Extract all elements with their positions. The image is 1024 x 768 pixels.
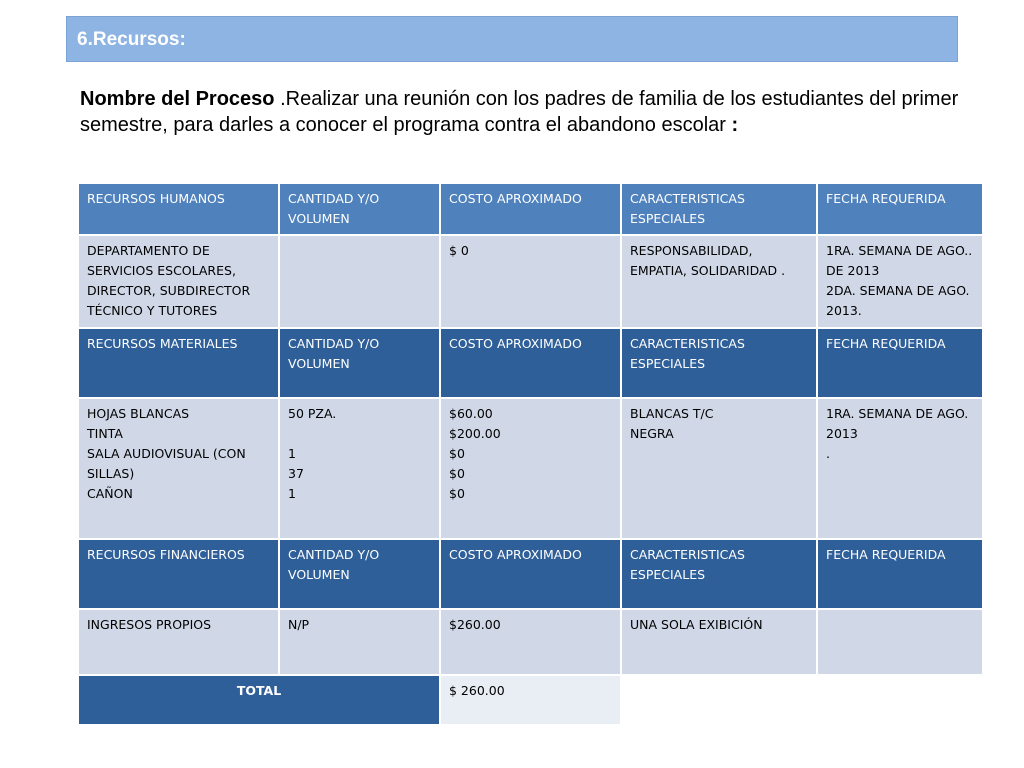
table-cell: $260.00 [440, 609, 621, 675]
total-row [78, 675, 983, 725]
table-header-cell: CANTIDAD Y/O VOLUMEN [279, 183, 440, 235]
table-cell: RESPONSABILIDAD, EMPATIA, SOLIDARIDAD . [621, 235, 817, 328]
table-header-cell: CANTIDAD Y/O VOLUMEN [279, 328, 440, 398]
table-header-cell: COSTO APROXIMADO [440, 183, 621, 235]
table-cell: 50 PZA. 1 37 1 [279, 398, 440, 539]
process-description [80, 86, 980, 138]
section-title: 6.Recursos: [77, 29, 186, 50]
table-header-cell: CARACTERISTICAS ESPECIALES [621, 183, 817, 235]
table-header-cell: CARACTERISTICAS ESPECIALES [621, 328, 817, 398]
section-title-bar [66, 16, 958, 62]
process-label: Nombre del Proceso [80, 88, 275, 110]
table-header-cell: CANTIDAD Y/O VOLUMEN [279, 539, 440, 609]
table-cell: DEPARTAMENTO DE SERVICIOS ESCOLARES, DIRECTOR, SUBDIRECTOR TÉCNICO Y TUTORES [78, 235, 279, 328]
table-header-cell: RECURSOS HUMANOS [78, 183, 279, 235]
table-header-cell: FECHA REQUERIDA [817, 539, 983, 609]
human-resources-row [78, 235, 983, 328]
total-value: $ 260.00 [440, 675, 621, 725]
process-colon: : [731, 114, 739, 136]
table-header-cell: CARACTERISTICAS ESPECIALES [621, 539, 817, 609]
material-resources-header-row [78, 328, 983, 398]
table-cell: $ 0 [440, 235, 621, 328]
resources-table [77, 182, 984, 726]
table-cell: $60.00 $200.00 $0 $0 $0 [440, 398, 621, 539]
table-header-cell: FECHA REQUERIDA [817, 328, 983, 398]
material-resources-row [78, 398, 983, 539]
table-cell: N/P [279, 609, 440, 675]
table-cell: BLANCAS T/C NEGRA [621, 398, 817, 539]
table-header-cell: RECURSOS FINANCIEROS [78, 539, 279, 609]
table-cell: UNA SOLA EXIBICIÓN [621, 609, 817, 675]
table-cell: 1RA. SEMANA DE AGO.. DE 2013 2DA. SEMANA DE AGO. 2013. [817, 235, 983, 328]
table-cell: 1RA. SEMANA DE AGO. 2013 . [817, 398, 983, 539]
table-cell [817, 609, 983, 675]
table-header-cell: FECHA REQUERIDA [817, 183, 983, 235]
table-cell: HOJAS BLANCAS TINTA SALA AUDIOVISUAL (CON SILLAS) CAÑON [78, 398, 279, 539]
empty-cell [817, 675, 983, 725]
process-text: .Realizar una reunión con los padres de familia de los estudiantes del primer semestre, para darles a conocer el programa contra el abandono escolar [80, 88, 959, 136]
table-cell [279, 235, 440, 328]
human-resources-header-row [78, 183, 983, 235]
table-header-cell: COSTO APROXIMADO [440, 539, 621, 609]
empty-cell [621, 675, 817, 725]
total-label: TOTAL [78, 675, 440, 725]
financial-resources-header-row [78, 539, 983, 609]
table-header-cell: COSTO APROXIMADO [440, 328, 621, 398]
financial-resources-row [78, 609, 983, 675]
table-header-cell: RECURSOS MATERIALES [78, 328, 279, 398]
table-cell: INGRESOS PROPIOS [78, 609, 279, 675]
